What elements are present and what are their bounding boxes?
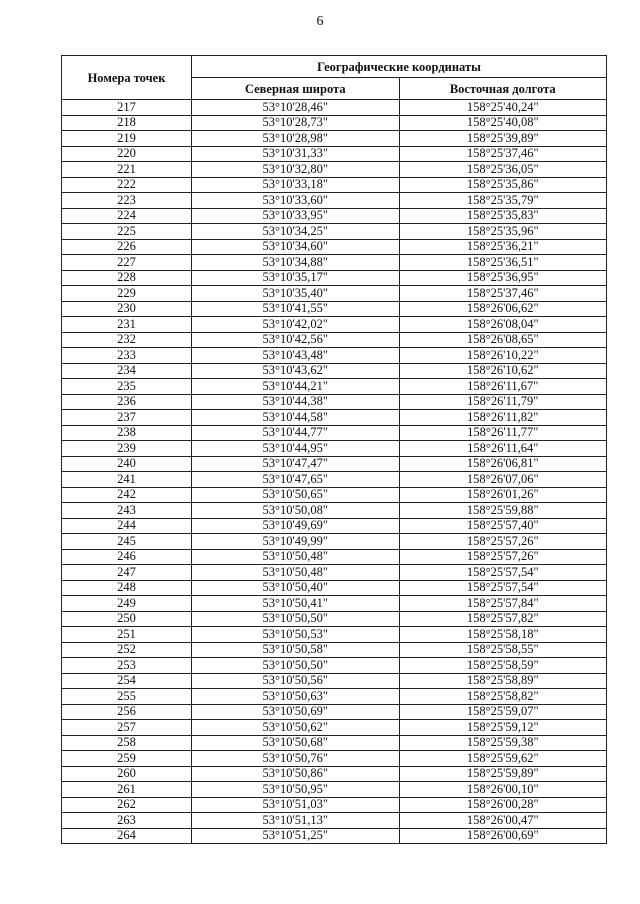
longitude-cell: 158°25'35,96" [399, 224, 607, 240]
longitude-cell: 158°25'58,89" [399, 673, 607, 689]
latitude-cell: 53°10'50,69" [192, 704, 400, 720]
table-row [62, 255, 607, 271]
longitude-cell: 158°25'57,26" [399, 549, 607, 565]
table-body [62, 100, 607, 844]
point-number-cell: 247 [62, 565, 192, 581]
longitude-cell: 158°25'37,46" [399, 146, 607, 162]
latitude-cell: 53°10'33,18" [192, 177, 400, 193]
table-row [62, 301, 607, 317]
latitude-cell: 53°10'50,65" [192, 487, 400, 503]
point-number-cell: 250 [62, 611, 192, 627]
longitude-cell: 158°25'59,38" [399, 735, 607, 751]
point-number-cell: 242 [62, 487, 192, 503]
latitude-cell: 53°10'50,53" [192, 627, 400, 643]
latitude-cell: 53°10'44,95" [192, 441, 400, 457]
latitude-cell: 53°10'50,63" [192, 689, 400, 705]
point-number-cell: 255 [62, 689, 192, 705]
header-geographic-coordinates: Географические координаты [192, 56, 607, 78]
point-number-cell: 254 [62, 673, 192, 689]
table-row [62, 239, 607, 255]
latitude-cell: 53°10'32,80" [192, 162, 400, 178]
longitude-cell: 158°25'35,79" [399, 193, 607, 209]
latitude-cell: 53°10'33,60" [192, 193, 400, 209]
table-row [62, 487, 607, 503]
table-row [62, 317, 607, 333]
point-number-cell: 236 [62, 394, 192, 410]
point-number-cell: 228 [62, 270, 192, 286]
table-row [62, 379, 607, 395]
point-number-cell: 231 [62, 317, 192, 333]
point-number-cell: 219 [62, 131, 192, 147]
table-row [62, 611, 607, 627]
latitude-cell: 53°10'44,38" [192, 394, 400, 410]
longitude-cell: 158°25'59,62" [399, 751, 607, 767]
longitude-cell: 158°25'40,24" [399, 100, 607, 116]
point-number-cell: 241 [62, 472, 192, 488]
table-row [62, 224, 607, 240]
latitude-cell: 53°10'33,95" [192, 208, 400, 224]
table-row [62, 270, 607, 286]
table-row [62, 332, 607, 348]
table-row [62, 658, 607, 674]
longitude-cell: 158°26'08,65" [399, 332, 607, 348]
table-row [62, 797, 607, 813]
point-number-cell: 257 [62, 720, 192, 736]
table-row [62, 534, 607, 550]
latitude-cell: 53°10'28,98" [192, 131, 400, 147]
table-row [62, 565, 607, 581]
point-number-cell: 251 [62, 627, 192, 643]
header-east-longitude: Восточная долгота [399, 78, 607, 100]
latitude-cell: 53°10'49,99" [192, 534, 400, 550]
latitude-cell: 53°10'51,03" [192, 797, 400, 813]
table-row [62, 410, 607, 426]
table-row [62, 441, 607, 457]
latitude-cell: 53°10'43,48" [192, 348, 400, 364]
longitude-cell: 158°25'36,05" [399, 162, 607, 178]
latitude-cell: 53°10'51,13" [192, 813, 400, 829]
latitude-cell: 53°10'50,68" [192, 735, 400, 751]
table-row [62, 813, 607, 829]
table-row [62, 689, 607, 705]
table-row [62, 348, 607, 364]
table-row [62, 766, 607, 782]
latitude-cell: 53°10'50,62" [192, 720, 400, 736]
latitude-cell: 53°10'44,58" [192, 410, 400, 426]
longitude-cell: 158°26'08,04" [399, 317, 607, 333]
longitude-cell: 158°25'57,82" [399, 611, 607, 627]
longitude-cell: 158°25'58,55" [399, 642, 607, 658]
longitude-cell: 158°26'07,06" [399, 472, 607, 488]
longitude-cell: 158°25'58,59" [399, 658, 607, 674]
table-row [62, 596, 607, 612]
table-row [62, 828, 607, 844]
header-north-latitude: Северная широта [192, 78, 400, 100]
table-row [62, 720, 607, 736]
point-number-cell: 230 [62, 301, 192, 317]
latitude-cell: 53°10'31,33" [192, 146, 400, 162]
table-row [62, 193, 607, 209]
table-row [62, 394, 607, 410]
longitude-cell: 158°25'40,08" [399, 115, 607, 131]
table-row [62, 580, 607, 596]
longitude-cell: 158°26'10,22" [399, 348, 607, 364]
table-row [62, 735, 607, 751]
table-row [62, 425, 607, 441]
point-number-cell: 220 [62, 146, 192, 162]
point-number-cell: 235 [62, 379, 192, 395]
table-row [62, 549, 607, 565]
table-row [62, 751, 607, 767]
longitude-cell: 158°25'57,54" [399, 565, 607, 581]
longitude-cell: 158°26'11,67" [399, 379, 607, 395]
point-number-cell: 248 [62, 580, 192, 596]
longitude-cell: 158°25'35,86" [399, 177, 607, 193]
point-number-cell: 253 [62, 658, 192, 674]
point-number-cell: 237 [62, 410, 192, 426]
point-number-cell: 243 [62, 503, 192, 519]
latitude-cell: 53°10'50,95" [192, 782, 400, 798]
point-number-cell: 234 [62, 363, 192, 379]
table-row [62, 286, 607, 302]
latitude-cell: 53°10'50,86" [192, 766, 400, 782]
latitude-cell: 53°10'50,50" [192, 611, 400, 627]
longitude-cell: 158°25'58,18" [399, 627, 607, 643]
point-number-cell: 263 [62, 813, 192, 829]
table-row [62, 503, 607, 519]
latitude-cell: 53°10'34,88" [192, 255, 400, 271]
longitude-cell: 158°26'00,10" [399, 782, 607, 798]
longitude-cell: 158°26'06,81" [399, 456, 607, 472]
longitude-cell: 158°25'35,83" [399, 208, 607, 224]
longitude-cell: 158°25'57,54" [399, 580, 607, 596]
latitude-cell: 53°10'47,65" [192, 472, 400, 488]
point-number-cell: 217 [62, 100, 192, 116]
point-number-cell: 262 [62, 797, 192, 813]
longitude-cell: 158°26'00,47" [399, 813, 607, 829]
latitude-cell: 53°10'43,62" [192, 363, 400, 379]
latitude-cell: 53°10'34,25" [192, 224, 400, 240]
table-header [62, 56, 607, 100]
latitude-cell: 53°10'47,47" [192, 456, 400, 472]
header-point-numbers: Номера точек [62, 56, 192, 100]
point-number-cell: 261 [62, 782, 192, 798]
table-row [62, 177, 607, 193]
table-row [62, 456, 607, 472]
latitude-cell: 53°10'50,48" [192, 549, 400, 565]
point-number-cell: 256 [62, 704, 192, 720]
latitude-cell: 53°10'34,60" [192, 239, 400, 255]
longitude-cell: 158°26'11,79" [399, 394, 607, 410]
table-row [62, 518, 607, 534]
point-number-cell: 223 [62, 193, 192, 209]
point-number-cell: 229 [62, 286, 192, 302]
longitude-cell: 158°26'06,62" [399, 301, 607, 317]
latitude-cell: 53°10'35,40" [192, 286, 400, 302]
longitude-cell: 158°25'39,89" [399, 131, 607, 147]
longitude-cell: 158°25'57,40" [399, 518, 607, 534]
latitude-cell: 53°10'50,58" [192, 642, 400, 658]
longitude-cell: 158°25'36,51" [399, 255, 607, 271]
longitude-cell: 158°26'11,82" [399, 410, 607, 426]
point-number-cell: 222 [62, 177, 192, 193]
longitude-cell: 158°25'58,82" [399, 689, 607, 705]
longitude-cell: 158°25'37,46" [399, 286, 607, 302]
point-number-cell: 259 [62, 751, 192, 767]
latitude-cell: 53°10'50,40" [192, 580, 400, 596]
table-row [62, 704, 607, 720]
longitude-cell: 158°26'00,69" [399, 828, 607, 844]
latitude-cell: 53°10'50,08" [192, 503, 400, 519]
latitude-cell: 53°10'42,02" [192, 317, 400, 333]
point-number-cell: 252 [62, 642, 192, 658]
point-number-cell: 232 [62, 332, 192, 348]
table-row [62, 162, 607, 178]
longitude-cell: 158°25'57,26" [399, 534, 607, 550]
point-number-cell: 258 [62, 735, 192, 751]
table-row [62, 146, 607, 162]
table-row [62, 131, 607, 147]
latitude-cell: 53°10'50,56" [192, 673, 400, 689]
point-number-cell: 227 [62, 255, 192, 271]
point-number-cell: 233 [62, 348, 192, 364]
latitude-cell: 53°10'28,73" [192, 115, 400, 131]
latitude-cell: 53°10'42,56" [192, 332, 400, 348]
point-number-cell: 245 [62, 534, 192, 550]
latitude-cell: 53°10'44,77" [192, 425, 400, 441]
point-number-cell: 264 [62, 828, 192, 844]
point-number-cell: 218 [62, 115, 192, 131]
longitude-cell: 158°25'36,95" [399, 270, 607, 286]
point-number-cell: 225 [62, 224, 192, 240]
table-row [62, 100, 607, 116]
longitude-cell: 158°25'36,21" [399, 239, 607, 255]
longitude-cell: 158°25'57,84" [399, 596, 607, 612]
longitude-cell: 158°26'01,26" [399, 487, 607, 503]
point-number-cell: 240 [62, 456, 192, 472]
point-number-cell: 249 [62, 596, 192, 612]
latitude-cell: 53°10'50,76" [192, 751, 400, 767]
latitude-cell: 53°10'49,69" [192, 518, 400, 534]
longitude-cell: 158°25'59,88" [399, 503, 607, 519]
table-row [62, 208, 607, 224]
point-number-cell: 239 [62, 441, 192, 457]
table-row [62, 782, 607, 798]
longitude-cell: 158°25'59,12" [399, 720, 607, 736]
table-row [62, 642, 607, 658]
latitude-cell: 53°10'50,50" [192, 658, 400, 674]
latitude-cell: 53°10'41,55" [192, 301, 400, 317]
point-number-cell: 246 [62, 549, 192, 565]
header-row-top [62, 56, 607, 78]
page-number: 6 [316, 14, 324, 29]
table-row [62, 627, 607, 643]
table-row [62, 472, 607, 488]
table-row [62, 363, 607, 379]
longitude-cell: 158°26'00,28" [399, 797, 607, 813]
point-number-cell: 244 [62, 518, 192, 534]
latitude-cell: 53°10'51,25" [192, 828, 400, 844]
point-number-cell: 260 [62, 766, 192, 782]
point-number-cell: 238 [62, 425, 192, 441]
latitude-cell: 53°10'28,46" [192, 100, 400, 116]
point-number-cell: 221 [62, 162, 192, 178]
longitude-cell: 158°26'10,62" [399, 363, 607, 379]
point-number-cell: 224 [62, 208, 192, 224]
longitude-cell: 158°26'11,77" [399, 425, 607, 441]
table-row [62, 115, 607, 131]
latitude-cell: 53°10'50,48" [192, 565, 400, 581]
longitude-cell: 158°25'59,07" [399, 704, 607, 720]
table-row [62, 673, 607, 689]
longitude-cell: 158°26'11,64" [399, 441, 607, 457]
point-number-cell: 226 [62, 239, 192, 255]
latitude-cell: 53°10'50,41" [192, 596, 400, 612]
latitude-cell: 53°10'35,17" [192, 270, 400, 286]
longitude-cell: 158°25'59,89" [399, 766, 607, 782]
latitude-cell: 53°10'44,21" [192, 379, 400, 395]
coordinates-table [61, 55, 607, 844]
